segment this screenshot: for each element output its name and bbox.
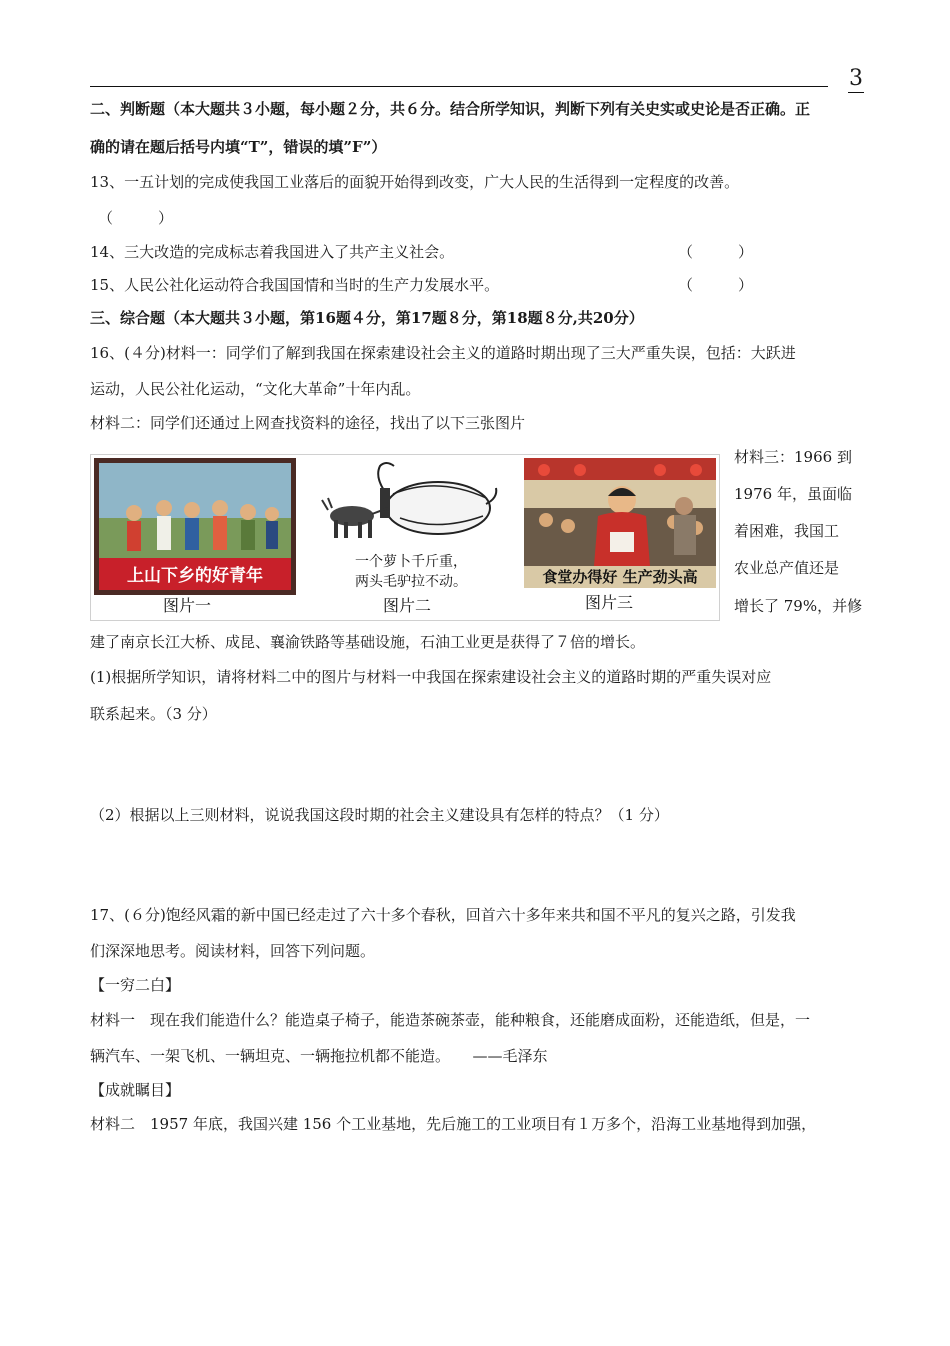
material-1-line2: 辆汽车、一架飞机、一辆坦克、一辆拖拉机都不能造。 ——毛泽东 xyxy=(90,1047,548,1065)
section2-title-line2: 确的请在题后括号内填“T”，错误的填”F”） xyxy=(90,138,387,156)
question-16-part1-line2: 联系起来。（3 分） xyxy=(90,705,217,723)
poster-image-3 xyxy=(524,458,716,588)
header-rule xyxy=(90,86,828,87)
question-14: 14、三大改造的完成标志着我国进入了共产主义社会。 xyxy=(90,243,455,261)
question-13: 13、一五计划的完成使我国工业落后的面貌开始得到改变，广大人民的生活得到一定程度的改善。 xyxy=(90,173,740,191)
caption-picture-1: 图片一 xyxy=(163,596,212,615)
material-3-line1: 材料三：1966 到 xyxy=(734,448,852,466)
question-15: 15、人民公社化运动符合我国国情和当时的生产力发展水平。 xyxy=(90,276,500,294)
caption-picture-3: 图片三 xyxy=(585,593,634,612)
material-3-line5: 增长了 79%，并修 xyxy=(734,597,863,615)
question-14-answer-blank[interactable]: （ ） xyxy=(678,243,754,261)
material-1-line1: 材料一 现在我们能造什么？能造桌子椅子，能造茶碗茶壶，能种粮食，还能磨成面粉，还能造纸，但是，一 xyxy=(90,1011,811,1029)
poster-1-slogan: 上山下乡的好青年 xyxy=(127,566,263,586)
question-16-part2: （2）根据以上三则材料，说说我国这段时期的社会主义建设具有怎样的特点？（1 分） xyxy=(90,806,669,824)
question-15-answer-blank[interactable]: （ ） xyxy=(678,276,754,294)
caption-picture-2: 图片二 xyxy=(383,596,432,615)
material-2-intro: 材料二：同学们还通过上网查找资料的途径，找出了以下三张图片 xyxy=(90,414,526,432)
material-3-line4: 农业总产值还是 xyxy=(734,559,840,577)
question-17-line2: 们深深地思考。阅读材料，回答下列问题。 xyxy=(90,942,376,960)
page-number: 3 xyxy=(849,66,863,91)
question-13-answer-blank[interactable]: （ ） xyxy=(98,209,174,227)
heading-poor-and-blank: 【一穷二白】 xyxy=(90,976,181,994)
material-3-line2: 1976 年，虽面临 xyxy=(734,485,852,503)
material-3-line6: 建了南京长江大桥、成昆、襄渝铁路等基础设施，石油工业更是获得了７倍的增长。 xyxy=(90,633,646,651)
poster-3-slogan: 食堂办得好 生产劲头高 xyxy=(542,568,698,586)
material-3-line3: 着困难，我国工 xyxy=(734,522,840,540)
section2-title-line1: 二、判断题（本大题共３小题，每小题２分，共６分。结合所学知识，判断下列有关史实或史论是否正确。正 xyxy=(90,100,811,118)
cartoon-2-verse-1: 一个萝卜千斤重， xyxy=(355,554,467,570)
section3-title: 三、综合题（本大题共３小题，第16题４分，第17题８分，第18题８分,共20分） xyxy=(90,309,644,327)
question-17-line1: 17、(６分)饱经风霜的新中国已经走过了六十多个春秋，回首六十多年来共和国不平凡的复兴之路，引发我 xyxy=(90,906,796,924)
cartoon-image-2 xyxy=(318,458,504,595)
question-16-line1: 16、(４分)材料一：同学们了解到我国在探索建设社会主义的道路时期出现了三大严重失误，包括：大跃进 xyxy=(90,344,796,362)
heading-achievements: 【成就瞩目】 xyxy=(90,1081,181,1099)
material-2-line1: 材料二 1957 年底，我国兴建 156 个工业基地，先后施工的工业项目有１万多个，沿海工业基地得到加强， xyxy=(90,1115,817,1133)
question-16-part1-line1: (1)根据所学知识，请将材料二中的图片与材料一中我国在探索建设社会主义的道路时期的严重失误对应 xyxy=(90,668,772,686)
question-16-line2: 运动，人民公社化运动，“文化大革命”十年内乱。 xyxy=(90,380,421,398)
poster-image-1 xyxy=(94,458,296,595)
cartoon-2-verse-2: 两头毛驴拉不动。 xyxy=(355,574,467,590)
